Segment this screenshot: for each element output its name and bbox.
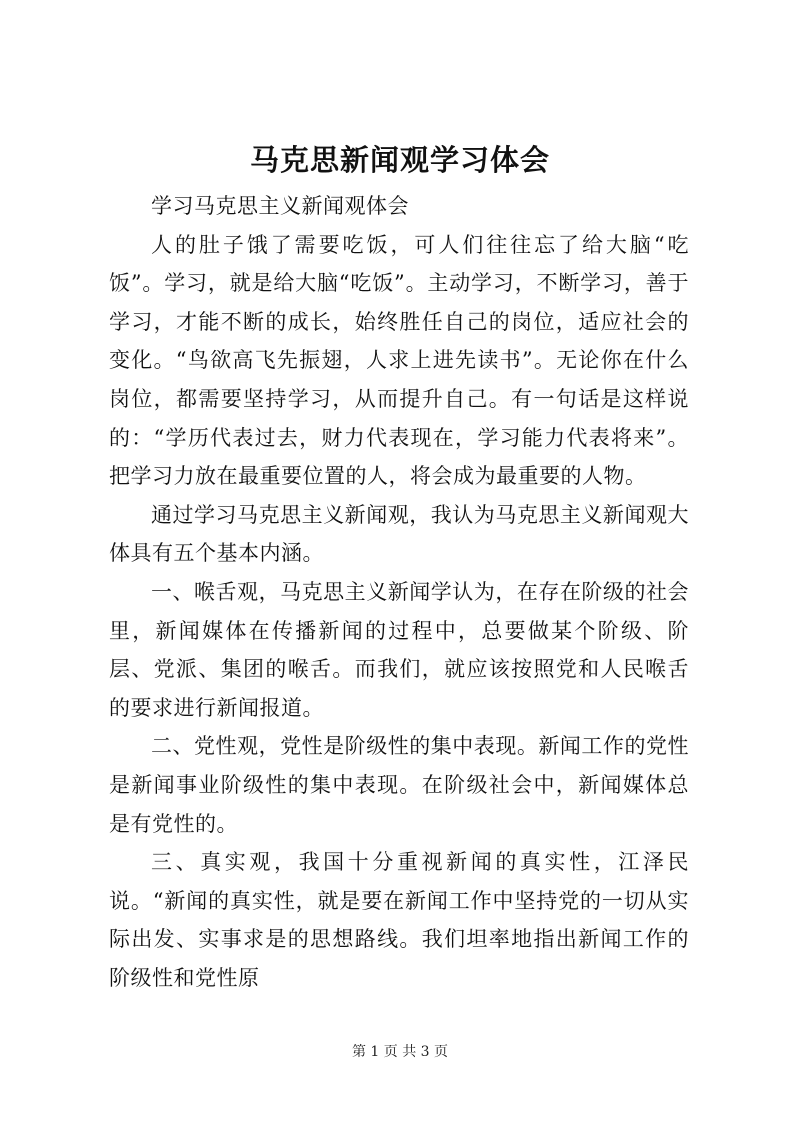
page-footer: 第 1 页 共 3 页 [351,1044,449,1060]
paragraph-overview: 通过学习马克思主义新闻观，我认为马克思主义新闻观大体具有五个基本内涵。 [109,502,689,566]
paragraph-point-2: 二、党性观，党性是阶级性的集中表现。新闻工作的党性是新闻事业阶级性的集中表现。在阶级社会中，新闻媒体总是有党性的。 [109,734,689,836]
document-body [109,187,689,997]
paragraph-point-1: 一、喉舌观，马克思主义新闻学认为，在存在阶级的社会里，新闻媒体在传播新闻的过程中，总要做某个阶级、阶层、党派、集团的喉舌。而我们，就应该按照党和人民喉舌的要求进行新闻报道。 [109,579,689,720]
paragraph-intro: 人的肚子饿了需要吃饭，可人们往往忘了给大脑“吃饭”。学习，就是给大脑“吃饭”。主动学习，不断学习，善于学习，才能不断的成长，始终胜任自己的岗位，适应社会的变化。“鸟欲高飞先振翅，人求上进先读书”。无论你在什么岗位，都需要坚持学习，从而提升自己。有一句话是这样说的：“学历代表过去，财力代表现在，学习能力代表将来”。把学习力放在最重要位置的人，将会成为最重要的人物。 [109,232,689,489]
paragraph-subtitle: 学习马克思主义新闻观体会 [151,194,409,218]
document-title: 马克思新闻观学习体会 [249,143,550,177]
paragraph-point-3: 三、真实观，我国十分重视新闻的真实性，江泽民说。“新闻的真实性，就是要在新闻工作中坚持党的一切从实际出发、实事求是的思想路线。我们坦率地指出新闻工作的阶级性和党性原 [109,850,689,990]
